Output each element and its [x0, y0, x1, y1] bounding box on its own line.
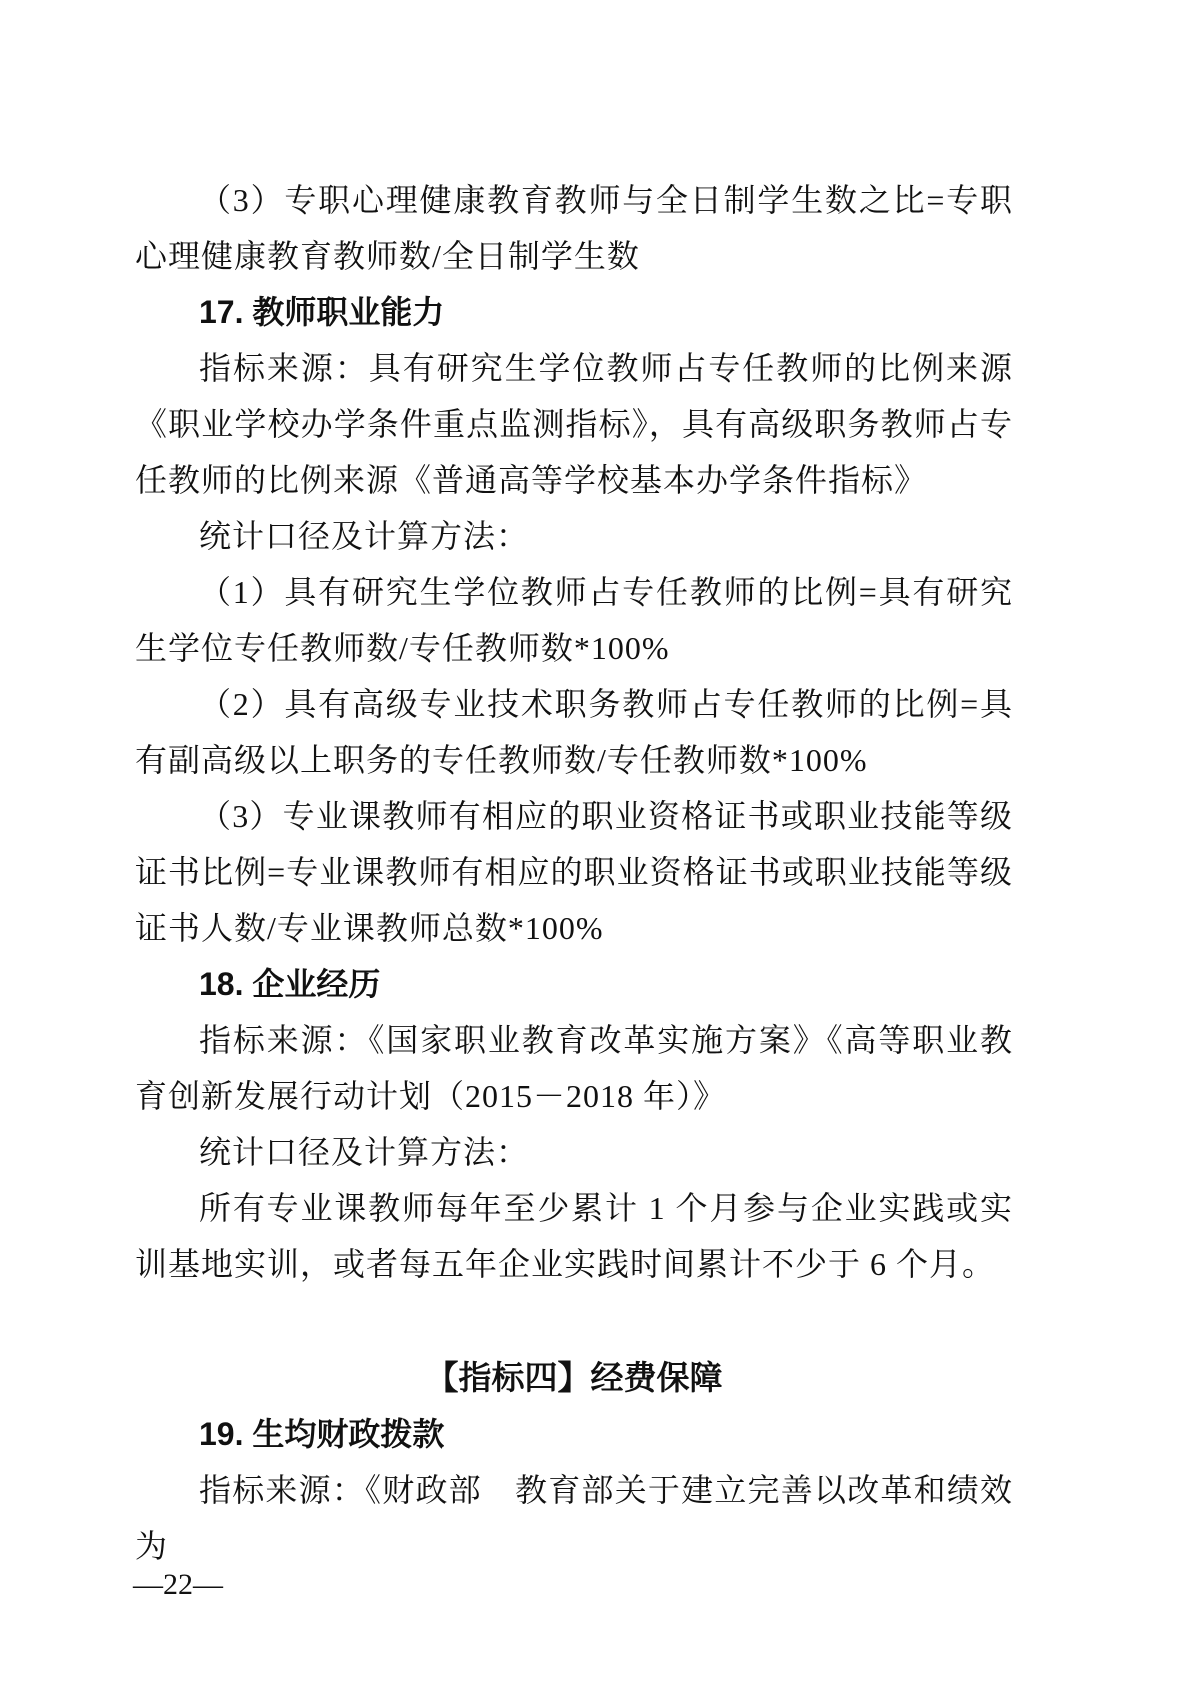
heading-18-enterprise-experience: 18. 企业经历 [199, 966, 381, 1002]
paragraph-17-formula-1: （1）具有研究生学位教师占专任教师的比例=具有研究生学位专任教师数/专任教师数*100% [135, 574, 1013, 666]
paragraph-18-indicator-source: 指标来源：《国家职业教育改革实施方案》《高等职业教育创新发展行动计划（2015－2018 年）》 [135, 1022, 1013, 1114]
page-number: —22— [133, 1568, 223, 1601]
paragraph-18-statistics-method-body: 所有专业课教师每年至少累计 1 个月参与企业实践或实训基地实训，或者每五年企业实践时间累计不少于 6 个月。 [135, 1190, 1013, 1282]
paragraph-17-formula-3: （3）专业课教师有相应的职业资格证书或职业技能等级证书比例=专业课教师有相应的职业资格证书或职业技能等级证书人数/专业课教师总数*100% [135, 798, 1013, 946]
paragraph-17-indicator-source: 指标来源：具有研究生学位教师占专任教师的比例来源《职业学校办学条件重点监测指标》，具有高级职务教师占专任教师的比例来源《普通高等学校基本办学条件指标》 [135, 350, 1013, 498]
heading-19-per-student-fiscal-appropriation: 19. 生均财政拨款 [199, 1416, 445, 1452]
paragraph-19-indicator-source: 指标来源：《财政部 教育部关于建立完善以改革和绩效为 [135, 1472, 1013, 1564]
paragraph-18-statistics-method-label: 统计口径及计算方法： [199, 1134, 530, 1170]
heading-17-teacher-vocational-ability: 17. 教师职业能力 [199, 294, 445, 330]
section-heading-indicator-4-funding: 【指标四】经费保障 [425, 1359, 723, 1396]
document-body [135, 172, 1013, 1574]
paragraph-17-statistics-method-label: 统计口径及计算方法： [199, 518, 530, 554]
paragraph-formula-3-psych: （3）专职心理健康教育教师与全日制学生数之比=专职心理健康教育教师数/全日制学生数 [135, 182, 1013, 274]
paragraph-17-formula-2: （2）具有高级专业技术职务教师占专任教师的比例=具有副高级以上职务的专任教师数/专任教师数*100% [135, 686, 1013, 778]
